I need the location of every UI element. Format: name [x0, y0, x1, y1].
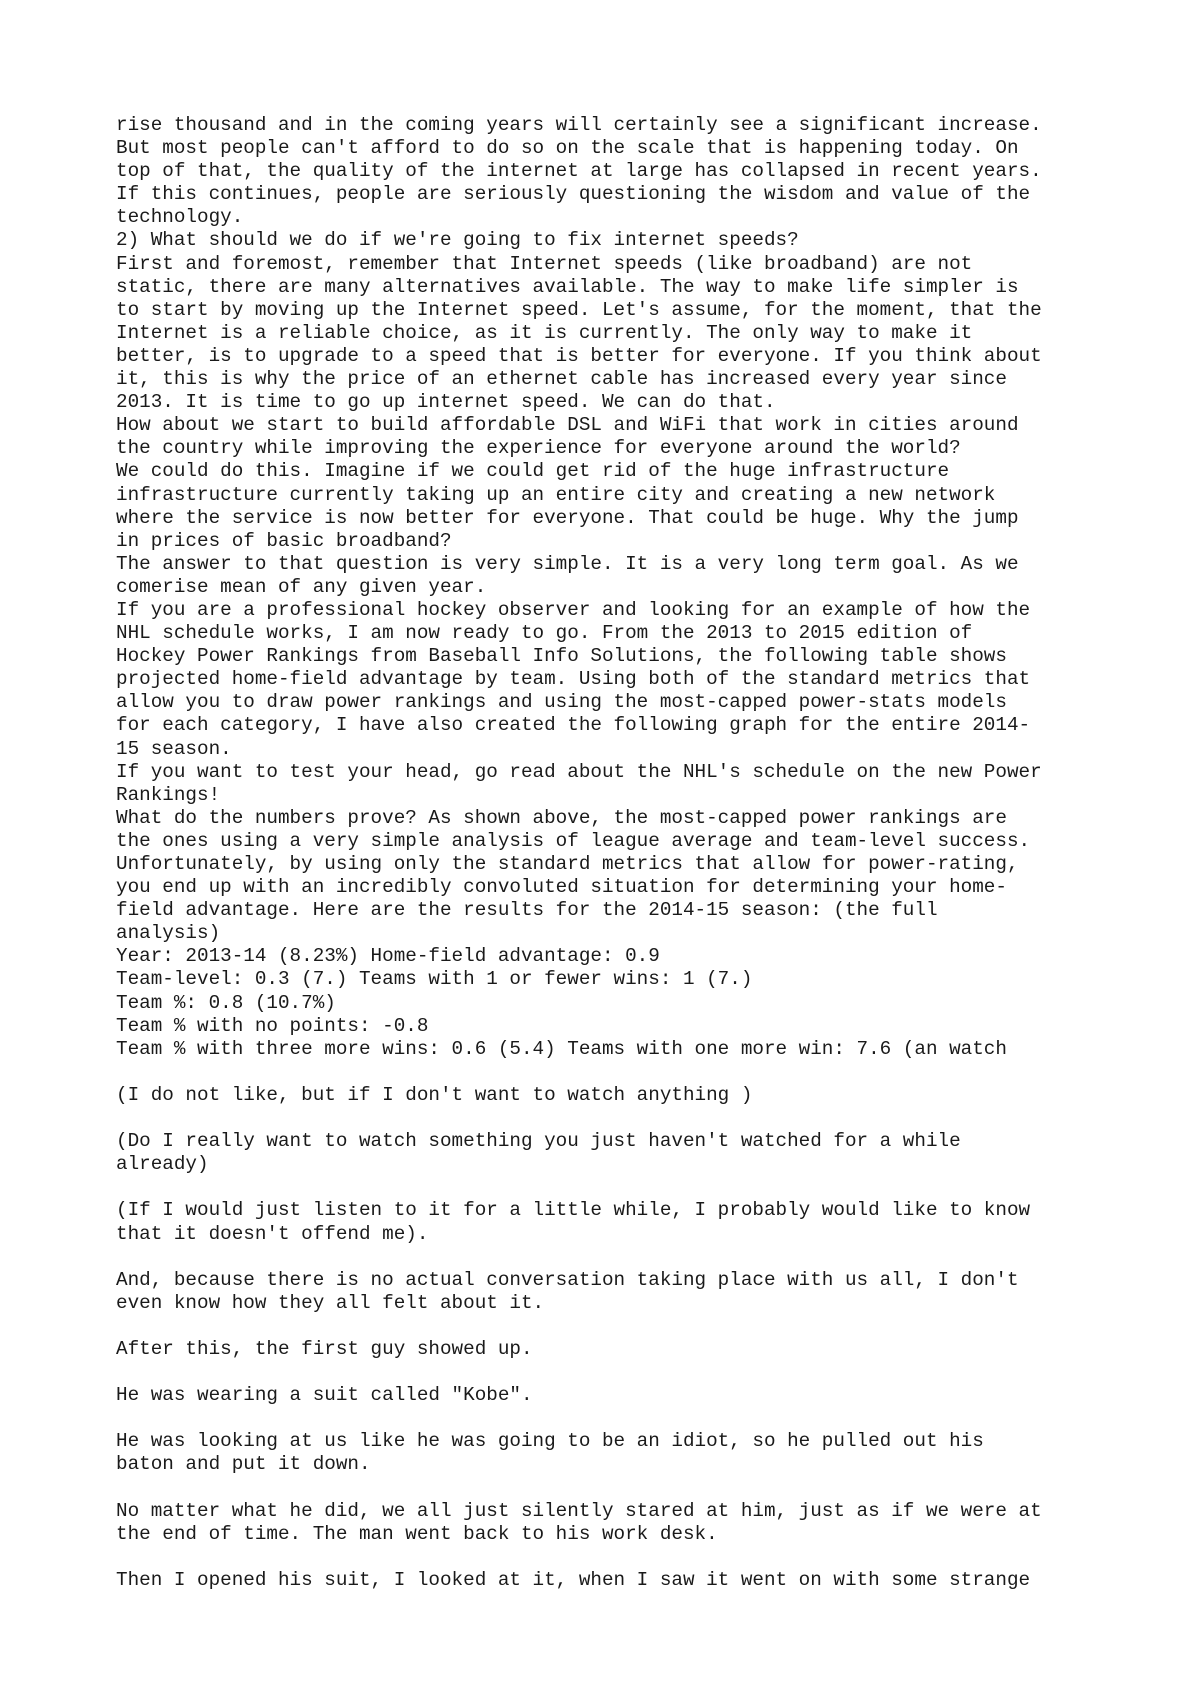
- text-line: rise thousand and in the coming years will certainly see a significant increase.: [116, 114, 1042, 136]
- text-line: better, is to upgrade to a speed that is better for everyone. If you think about: [116, 344, 1042, 367]
- text-line: Unfortunately, by using only the standard metrics that allow for power-rating,: [116, 853, 1019, 875]
- text-line: And, because there is no actual conversation taking place with us all, I don't: [116, 1268, 1019, 1291]
- text-line: for each category, I have also created the following graph for the entire 2014-: [116, 714, 1031, 737]
- text-line: the country while improving the experience for everyone around the world?: [116, 437, 961, 460]
- blank-line: [116, 1477, 1116, 1500]
- text-line: Team %: 0.8 (10.7%): [116, 991, 336, 1014]
- text-line: After this, the first guy showed up.: [116, 1337, 533, 1360]
- text-line: (If I would just listen to it for a little while, I probably would like to know: [116, 1199, 1031, 1222]
- text-line: He was looking at us like he was going to be an idiot, so he pulled out his: [116, 1430, 984, 1453]
- text-line: 15 season.: [116, 737, 232, 760]
- text-line: (Do I really want to watch something you just haven't watched for a while: [116, 1130, 961, 1153]
- text-line: to start by moving up the Internet speed. Let's assume, for the moment, that the: [116, 298, 1042, 321]
- document-body: [116, 114, 1116, 1592]
- blank-line: [116, 1315, 1116, 1338]
- text-line: technology.: [116, 206, 244, 229]
- text-line: the ones using a very simple analysis of league average and team-level success.: [116, 829, 1031, 852]
- text-line: But most people can't afford to do so on the scale that is happening today. On: [116, 137, 1019, 160]
- text-line: If you want to test your head, go read about the NHL's schedule on the new Power: [116, 760, 1042, 783]
- text-line: baton and put it down.: [116, 1453, 371, 1476]
- text-line: field advantage. Here are the results for the 2014-15 season: (the full: [116, 899, 938, 922]
- blank-line: [116, 1246, 1116, 1269]
- text-line: where the service is now better for everyone. That could be huge. Why the jump: [116, 506, 1019, 529]
- text-line: Team % with no points: -0.8: [116, 1014, 429, 1037]
- text-line: static, there are many alternatives available. The way to make life simpler is: [116, 275, 1019, 298]
- text-line: infrastructure currently taking up an entire city and creating a new network: [116, 483, 996, 506]
- text-line: If you are a professional hockey observer and looking for an example of how the: [116, 598, 1031, 621]
- text-line: What do the numbers prove? As shown above, the most-capped power rankings are: [116, 806, 1007, 829]
- text-line: If this continues, people are seriously questioning the wisdom and value of the: [116, 183, 1031, 206]
- blank-line: [116, 1361, 1116, 1384]
- blank-line: [116, 1546, 1116, 1569]
- text-line: (I do not like, but if I don't want to watch anything ): [116, 1083, 753, 1106]
- text-line: 2013. It is time to go up internet speed. We can do that.: [116, 391, 776, 414]
- text-line: it, this is why the price of an ethernet cable has increased every year since: [116, 368, 1007, 391]
- text-line: already): [116, 1153, 209, 1176]
- text-line: top of that, the quality of the internet at large has collapsed in recent years.: [116, 160, 1042, 183]
- text-line: NHL schedule works, I am now ready to go. From the 2013 to 2015 edition of: [116, 622, 973, 645]
- blank-line: [116, 1107, 1116, 1130]
- text-line: the end of time. The man went back to his work desk.: [116, 1522, 718, 1545]
- text-line: Internet is a reliable choice, as it is currently. The only way to make it: [116, 321, 973, 344]
- text-line: Team-level: 0.3 (7.) Teams with 1 or fewer wins: 1 (7.): [116, 968, 753, 991]
- text-line: Year: 2013-14 (8.23%) Home-field advantage: 0.9: [116, 945, 660, 968]
- text-line: We could do this. Imagine if we could get rid of the huge infrastructure: [116, 460, 950, 483]
- text-line: Hockey Power Rankings from Baseball Info Solutions, the following table shows: [116, 645, 1007, 668]
- text-line: comerise mean of any given year.: [116, 575, 487, 598]
- text-line: even know how they all felt about it.: [116, 1291, 545, 1314]
- text-line: How about we start to build affordable DSL and WiFi that work in cities around: [116, 414, 1019, 437]
- blank-line: [116, 1061, 1116, 1084]
- text-line: Then I opened his suit, I looked at it, when I saw it went on with some strange: [116, 1568, 1031, 1591]
- text-line: Team % with three more wins: 0.6 (5.4) Teams with one more win: 7.6 (an watch: [116, 1037, 1007, 1060]
- blank-line: [116, 1407, 1116, 1430]
- text-line: No matter what he did, we all just silently stared at him, just as if we were at: [116, 1499, 1042, 1522]
- text-line: Rankings!: [116, 783, 221, 806]
- text-line: analysis): [116, 922, 221, 945]
- text-line: projected home-field advantage by team. Using both of the standard metrics that: [116, 668, 1031, 691]
- text-line: The answer to that question is very simple. It is a very long term goal. As we: [116, 552, 1019, 575]
- blank-line: [116, 1176, 1116, 1199]
- text-line: allow you to draw power rankings and using the most-capped power-stats models: [116, 691, 1007, 714]
- text-line: in prices of basic broadband?: [116, 529, 452, 552]
- text-line: that it doesn't offend me).: [116, 1222, 429, 1245]
- text-line: you end up with an incredibly convoluted situation for determining your home-: [116, 876, 1007, 899]
- text-line: He was wearing a suit called "Kobe".: [116, 1384, 533, 1407]
- text-line: 2) What should we do if we're going to fix internet speeds?: [116, 229, 799, 252]
- text-line: First and foremost, remember that Internet speeds (like broadband) are not: [116, 252, 973, 275]
